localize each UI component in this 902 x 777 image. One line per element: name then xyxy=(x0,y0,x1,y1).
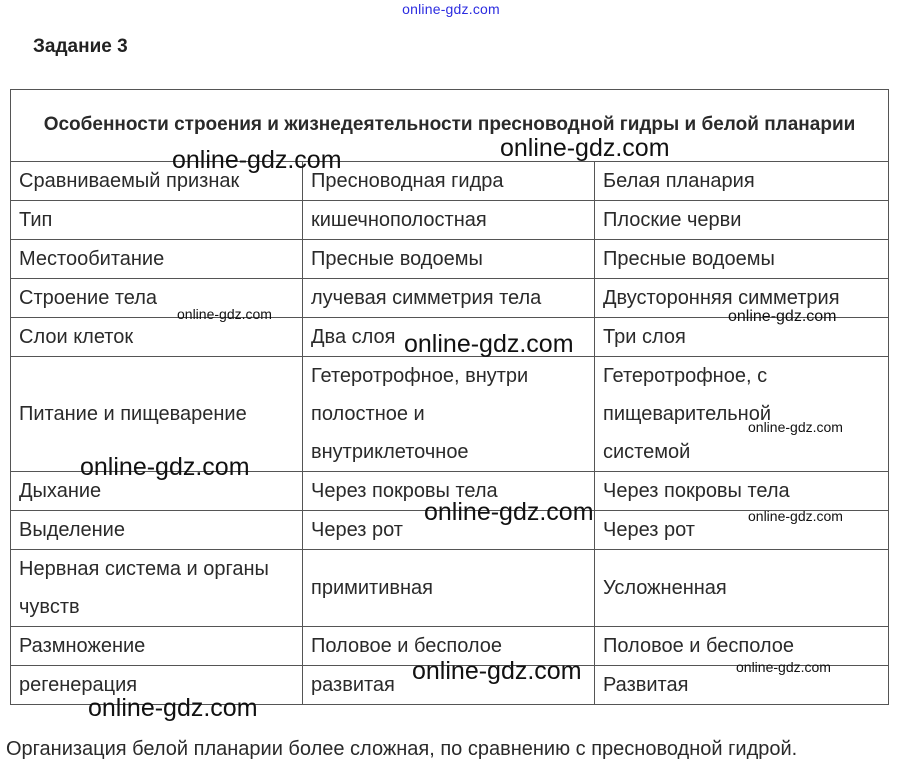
feature-cell: Строение тела xyxy=(11,279,303,318)
task-title: Задание 3 xyxy=(33,36,128,57)
feature-cell: Местообитание xyxy=(11,240,303,279)
conclusion-text: Организация белой планарии более сложная, по сравнению с пресноводной гидрой. xyxy=(6,738,798,760)
feature-cell: Размножение xyxy=(11,627,303,666)
cell-line: Гетеротрофное, внутри xyxy=(311,365,529,387)
table-caption-row xyxy=(11,90,889,162)
hydra-cell: лучевая симметрия тела xyxy=(303,279,595,318)
planaria-cell: Через покровы тела xyxy=(595,472,889,511)
feature-cell: регенерация xyxy=(11,666,303,705)
table-row xyxy=(11,550,889,627)
table-row xyxy=(11,201,889,240)
watermark: online-gdz.com xyxy=(748,508,843,524)
watermark: online-gdz.com xyxy=(172,146,342,174)
watermark: online-gdz.com xyxy=(88,694,258,722)
hydra-cell: Пресноводная гидра xyxy=(303,162,595,201)
planaria-cell: Развитая xyxy=(595,666,889,705)
planaria-cell: Три слоя xyxy=(595,318,889,357)
table-row xyxy=(11,240,889,279)
cell-line: Гетеротрофное, с xyxy=(603,365,768,387)
cell-line: пищеварительной xyxy=(603,403,771,425)
hydra-cell: Половое и бесполое xyxy=(303,627,595,666)
watermark: online-gdz.com xyxy=(748,419,843,435)
hydra-cell: примитивная xyxy=(303,550,595,627)
feature-cell: Тип xyxy=(11,201,303,240)
planaria-cell: Пресные водоемы xyxy=(595,240,889,279)
table-row xyxy=(11,162,889,201)
feature-cell: Нервная система и органы чувств xyxy=(11,550,303,627)
feature-cell: Слои клеток xyxy=(11,318,303,357)
watermark: online-gdz.com xyxy=(424,498,594,526)
planaria-cell: Через рот xyxy=(595,511,889,550)
watermark: online-gdz.com xyxy=(177,306,272,322)
feature-cell: Дыхание xyxy=(11,472,303,511)
feature-cell: Питание и пищеварение xyxy=(11,357,303,472)
cell-line: системой xyxy=(603,441,691,463)
planaria-cell xyxy=(595,357,889,472)
hydra-cell xyxy=(303,357,595,472)
hydra-cell: Через рот xyxy=(303,511,595,550)
watermark: online-gdz.com xyxy=(404,330,574,358)
planaria-cell: Половое и бесполое xyxy=(595,627,889,666)
watermark: online-gdz.com xyxy=(412,657,582,685)
comparison-table xyxy=(10,89,889,705)
planaria-cell: Плоские черви xyxy=(595,201,889,240)
feature-cell: Выделение xyxy=(11,511,303,550)
feature-cell: Сравниваемый признак xyxy=(11,162,303,201)
hydra-cell: Пресные водоемы xyxy=(303,240,595,279)
watermark: online-gdz.com xyxy=(80,453,250,481)
watermark: online-gdz.com xyxy=(728,308,837,325)
watermark: online-gdz.com xyxy=(736,659,831,675)
site-header-link[interactable]: online-gdz.com xyxy=(402,1,500,17)
hydra-cell: кишечнополостная xyxy=(303,201,595,240)
cell-line: полостное и xyxy=(311,403,425,425)
hydra-cell: развитая xyxy=(303,666,595,705)
planaria-cell: Усложненная xyxy=(595,550,889,627)
planaria-cell: Двусторонняя симметрия xyxy=(595,279,889,318)
table-caption: Особенности строения и жизнедеятельности пресноводной гидры и белой планарии xyxy=(11,90,889,162)
watermark: online-gdz.com xyxy=(500,134,670,162)
hydra-cell: Через покровы тела xyxy=(303,472,595,511)
planaria-cell: Белая планария xyxy=(595,162,889,201)
hydra-cell: Два слоя xyxy=(303,318,595,357)
cell-line: внутриклеточное xyxy=(311,441,469,463)
